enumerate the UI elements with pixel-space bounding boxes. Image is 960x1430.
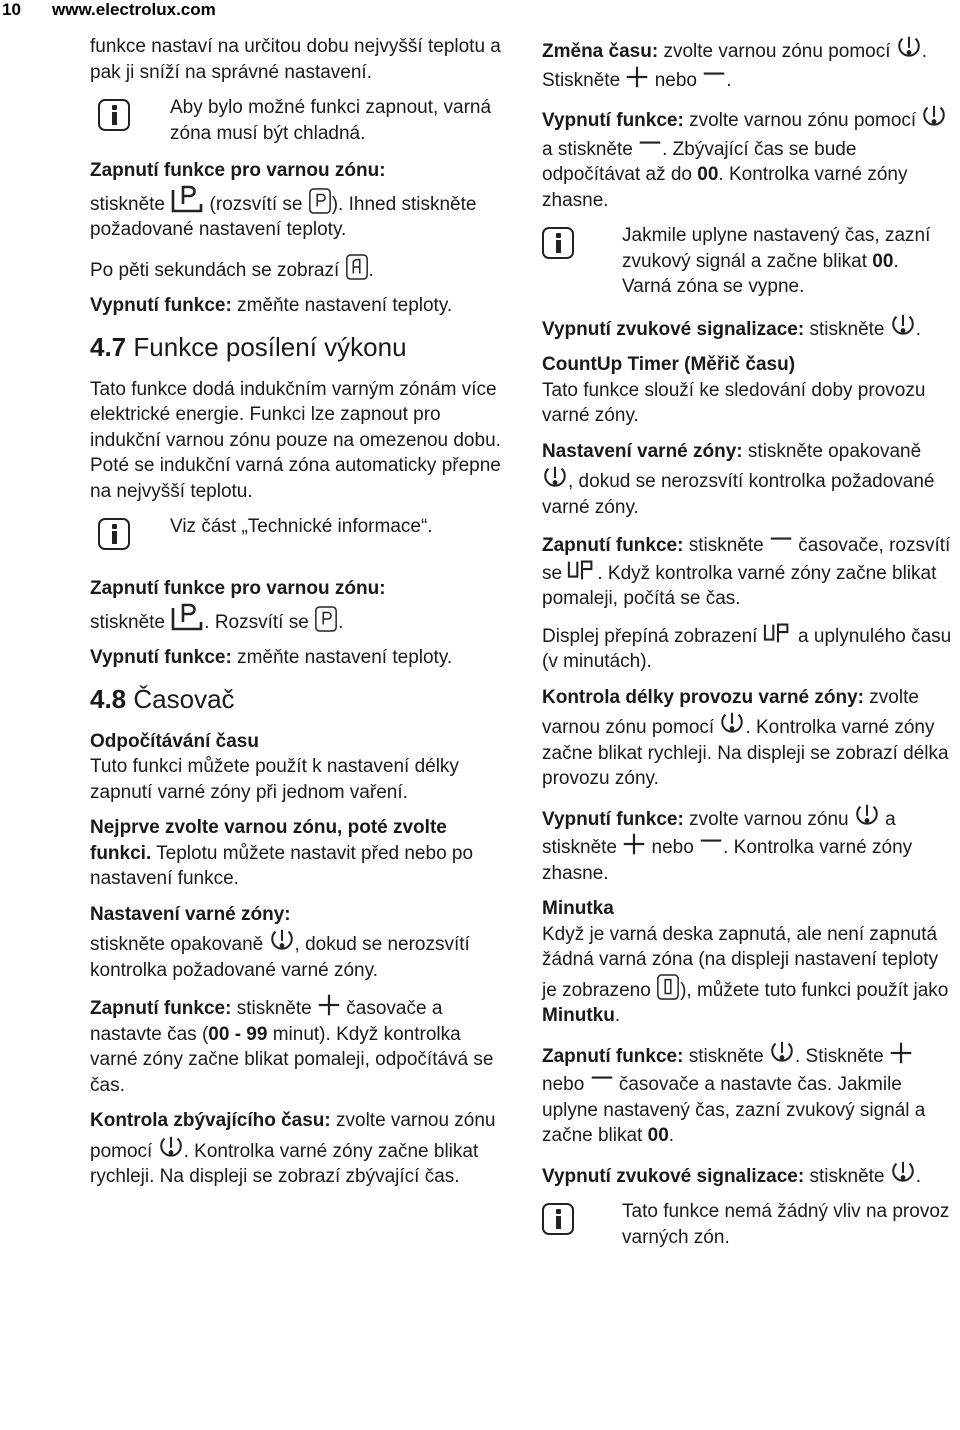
paragraph: Minutka Když je varná deska zapnutá, ale není zapnutá žádná varná zóna (na displeji nastavení teploty je zobrazeno ), můžete tuto funkci použít jako Minutku. xyxy=(542,898,949,1026)
paragraph: Vypnutí funkce: zvolte varnou zónu a stiskněte nebo . Kontrolka varné zóny zhasne. xyxy=(542,802,952,887)
timer-icon xyxy=(854,802,880,828)
timer-icon xyxy=(769,1039,795,1065)
minus-icon xyxy=(702,65,726,89)
paragraph: Zapnutí funkce pro varnou zónu: stiskněte (rozsvítí se ). Ihned stiskněte požadované nastavení teploty. xyxy=(90,160,477,240)
plus-icon xyxy=(622,832,646,856)
left-column xyxy=(90,34,510,1200)
info-icon xyxy=(98,518,130,550)
plus-icon xyxy=(889,1041,913,1065)
timer-icon xyxy=(890,1159,916,1185)
paragraph: Zapnutí funkce: stiskněte časovače a nastavte čas (00 - 99 minut). Když kontrolka varné zóny začne blikat pomaleji, odpočítává se čas. xyxy=(90,993,510,1098)
paragraph: Nastavení varné zóny: stiskněte opakovaně , dokud se nerozsvítí kontrolka požadované varné zóny. xyxy=(542,440,935,518)
paragraph: Zapnutí funkce: stiskněte . Stiskněte nebo časovače a nastavte čas. Jakmile uplyne nastavený čas, zazní zvukový signál a začne blikat 00. xyxy=(542,1039,952,1149)
info-note: Aby bylo možné funkci zapnout, varná zóna musí být chladná. xyxy=(90,95,510,146)
p-display-icon xyxy=(314,605,338,633)
paragraph: Vypnutí zvukové signalizace: stiskněte . xyxy=(542,312,952,343)
paragraph: Nastavení varné zóny: stiskněte opakovaně , dokud se nerozsvítí kontrolka požadované varné zóny. xyxy=(90,903,470,981)
paragraph: CountUp Timer (Měřič času) Tato funkce slouží ke sledování doby provozu varné zóny. xyxy=(542,354,926,426)
up-display-icon xyxy=(567,559,597,581)
paragraph: Po pěti sekundách se zobrazí . xyxy=(90,253,510,284)
p-display-icon xyxy=(308,187,332,215)
minus-icon xyxy=(590,1069,614,1093)
section-heading: 4.7 Funkce posílení výkonu xyxy=(90,331,407,362)
paragraph: Vypnutí zvukové signalizace: stiskněte . xyxy=(542,1159,952,1190)
paragraph: Zapnutí funkce pro varnou zónu: stiskněte . Rozsvítí se . xyxy=(90,578,386,633)
paragraph: Kontrola zbývajícího času: zvolte varnou zónu pomocí . Kontrolka varné zóny začne blikat rychleji. Na displeji se zobrazí zbývající čas. xyxy=(90,1110,496,1187)
right-column xyxy=(542,34,952,1262)
paragraph: Vypnutí funkce: zvolte varnou zónu pomocí a stiskněte . Zbývající čas se bude odpočítávat až do 00. Kontrolka varné zóny zhasne. xyxy=(542,103,952,213)
plus-icon xyxy=(317,993,341,1017)
paragraph: Vypnutí funkce: změňte nastavení teploty. xyxy=(90,295,453,316)
timer-icon xyxy=(269,927,295,953)
minus-icon xyxy=(699,832,723,856)
info-note: Viz část „Technické informace“. xyxy=(90,514,510,564)
timer-icon xyxy=(542,464,568,490)
section-heading: 4.8 Časovač xyxy=(90,683,235,714)
site-url: www.electrolux.com xyxy=(52,0,216,19)
timer-icon xyxy=(921,103,947,129)
up-display-icon xyxy=(763,622,793,644)
paragraph: Nejprve zvolte varnou zónu, poté zvolte funkci. Teplotu můžete nastavit před nebo po nastavení funkce. xyxy=(90,817,474,889)
boost-button-icon xyxy=(170,602,204,632)
paragraph: Zapnutí funkce: stiskněte časovače, rozsvítí se . Když kontrolka varné zóny začne blikat pomaleji, počítá se čas. xyxy=(542,530,952,612)
paragraph: Tato funkce dodá indukčním varným zónám více elektrické energie. Funkci lze zapnout pro indukční varnou zónu pouze na omezenou dobu. Poté se indukční varná zóna automaticky přepne na nejvyšší teplotu. xyxy=(90,378,501,502)
paragraph: Vypnutí funkce: změňte nastavení teploty. xyxy=(90,647,453,668)
minus-icon xyxy=(769,530,793,554)
info-icon xyxy=(98,99,130,131)
page-number: 10 xyxy=(2,0,21,19)
paragraph: Kontrola délky provozu varné zóny: zvolte varnou zónu pomocí . Kontrolka varné zóny začne blikat rychleji. Na displeji se zobrazí délka provozu zóny. xyxy=(542,686,949,789)
zero-display-icon xyxy=(656,973,680,1001)
paragraph: Odpočítávání času Tuto funkci můžete použít k nastavení délky zapnutí varné zóny při jednom vaření. xyxy=(90,730,459,803)
timer-icon xyxy=(890,312,916,338)
info-note: Tato funkce nemá žádný vliv na provoz varných zón. xyxy=(542,1199,952,1250)
info-icon xyxy=(542,227,574,259)
boost-button-icon xyxy=(170,184,204,214)
info-icon xyxy=(542,1203,574,1235)
paragraph: funkce nastaví na určitou dobu nejvyšší teplotu a pak ji sníží na správné nastavení. xyxy=(90,36,501,83)
timer-icon xyxy=(896,34,922,60)
paragraph: Displej přepíná zobrazení a uplynulého času (v minutách). xyxy=(542,622,952,675)
info-note: Jakmile uplyne nastavený čas, zazní zvukový signál a začne blikat 00. Varná zóna se vypne. xyxy=(542,223,952,300)
timer-icon xyxy=(158,1134,184,1160)
plus-icon xyxy=(625,65,649,89)
timer-icon xyxy=(719,710,745,736)
minus-icon xyxy=(638,134,662,158)
a-display-icon xyxy=(345,253,369,281)
paragraph: Změna času: zvolte varnou zónu pomocí . Stiskněte nebo . xyxy=(542,34,952,93)
